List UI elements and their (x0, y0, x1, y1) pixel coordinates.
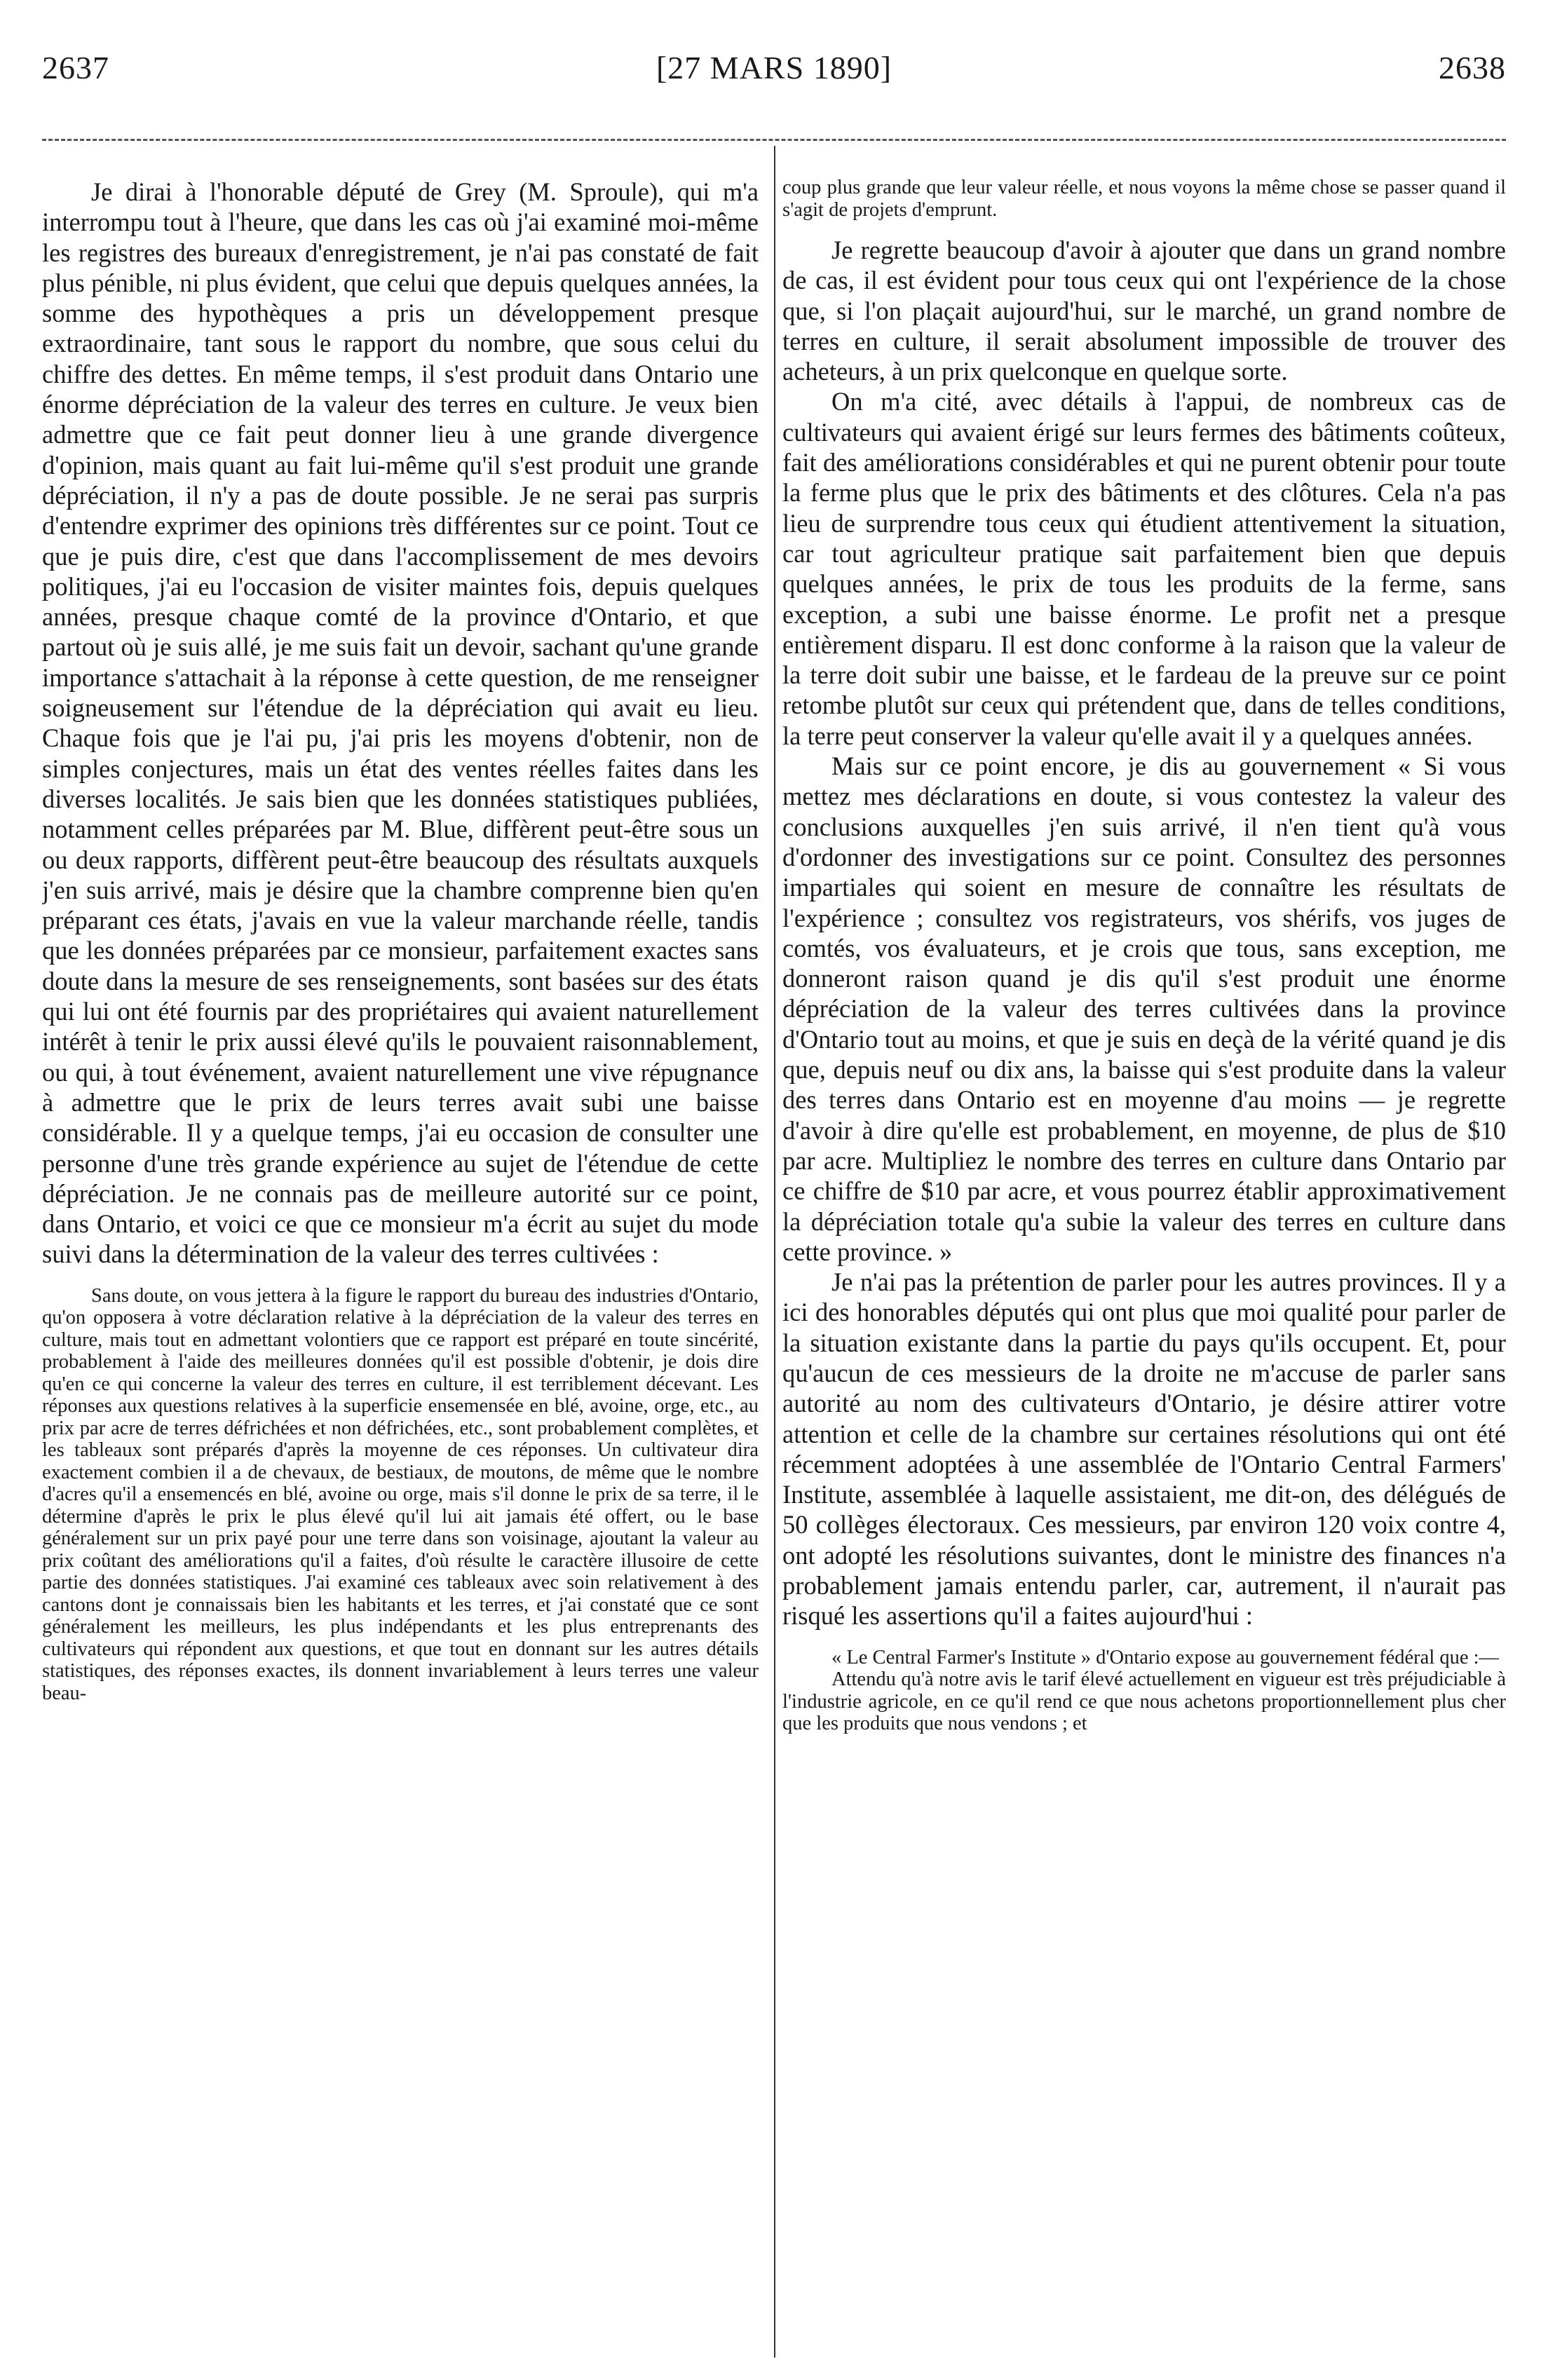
speech-paragraph: On m'a cité, avec détails à l'appui, de nombreux cas de cultivateurs qui avaient érigé sur leurs fermes des bâtiments coûteux, fait des améliorations considérables et qui ne purent obtenir pour toute la ferme plus que le prix des bâtiments et des clôtures. Cela n'a pas lieu de surprendre tous ceux qui étudient attentivement la situation, car tout agriculteur pratique sait parfaitement bien que depuis quelques années, le prix de tous les produits de la ferme, sans exception, a subi une baisse énorme. Le profit net a presque entièrement disparu. Il est donc conforme à la raison que la valeur de la terre doit subir une baisse, et le fardeau de la preuve sur ce point retombe plutôt sur ceux qui prétendent que, dans de telles conditions, la terre peut conserver la valeur qu'elle avait il y a quelques années. (782, 387, 1506, 750)
quoted-letter: Sans doute, on vous jettera à la figure le rapport du bureau des industries d'Ontario, qu'on opposera à votre déclaration relative à la dépréciation de la valeur des terres en culture, mais tout en admettant volontiers que ce rapport est préparé en toute sincérité, probablement à l'aide des meilleures données qu'il est possible d'obtenir, je dois dire qu'en ce qui concerne la valeur des terres en culture, il est terriblement décevant. Les réponses aux questions relatives à la superficie ensemensée en blé, avoine, orge, etc., au prix par acre de terres défrichées et non défrichées, etc., sont probablement complètes, et les tableaux sont préparés d'après la moyenne de ces réponses. Un cultivateur dira exactement combien il a de chevaux, de bestiaux, de moutons, de même que le nombre d'acres qu'il a ensemencés en blé, avoine ou orge, mais s'il donne le prix de sa terre, il le détermine d'après le prix le plus élevé qu'il lui ait jamais été offert, ou le base généralement sur un prix payé pour une terre dans son voisinage, ajoutant la valeur au prix coûtant des améliorations qu'il a faites, d'où résulte le caractère illusoire de cette partie des données statistiques. J'ai examiné ces tableaux avec soin relativement à des cantons dont je connaissais bien les habitants et les terres, et j'ai constaté que ce sont généralement les meilleurs, les plus indépendants et les plus entreprenants des cultivateurs qui répondent aux questions, et que tout en donnant sur les autres détails statistiques, des réponses exactes, ils donnent invariablement à leurs terres une valeur beau- (42, 1284, 759, 1704)
header-rule (42, 139, 1506, 141)
speech-paragraph: Je n'ai pas la prétention de parler pour les autres provinces. Il y a ici des honorables députés qui ont plus que moi qualité pour parler de la situation existante dans la partie du pays qu'ils occupent. Et, pour qu'aucun de ces messieurs de la droite ne m'accuse de parler sans autorité au nom des cultivateurs d'Ontario, je désire attirer votre attention et celle de la chambre sur certaines résolutions qui ont été récemment adoptées à une assemblée de l'Ontario Central Farmers' Institute, assemblée à laquelle assistaient, me dit-on, des délégués de 50 collèges électoraux. Ces messieurs, par environ 120 voix contre 4, ont adopté les résolutions suivantes, dont le ministre des finances n'a probablement jamais entendu parler, car, autrement, il n'aurait pas risqué les assertions qu'il a faites aujourd'hui : (782, 1267, 1506, 1631)
page-number-right: 2638 (1439, 50, 1506, 86)
right-column (782, 177, 1506, 2360)
speech-paragraph: Mais sur ce point encore, je dis au gouvernement « Si vous mettez mes déclarations en doute, si vous contestez la valeur des conclusions auxquelles j'en suis arrivé, il n'en tient qu'à vous d'ordonner des investigations sur ce point. Consultez des personnes impartiales qui soient en mesure de connaître les résultats de l'expérience ; consultez vos registrateurs, vos shérifs, vos juges de comtés, vos évaluateurs, et je crois que tous, sans exception, me donneront raison quand je dis qu'il s'est produit une énorme dépréciation de la valeur des terres cultivées dans la province d'Ontario tout au moins, et que je suis en deçà de la vérité quand je dis que, depuis neuf ou dix ans, la baisse qui s'est produite dans la valeur des terres dans Ontario est en moyenne d'au moins — je regrette d'avoir à dire qu'elle est probablement, en moyenne, de plus de $10 par acre. Multipliez le nombre des terres en culture dans Ontario par ce chiffre de $10 par acre, et vous pourrez établir approximativement la dépréciation totale qu'a subie la valeur des terres en culture dans cette province. » (782, 752, 1506, 1266)
speech-paragraph: Je regrette beaucoup d'avoir à ajouter que dans un grand nombre de cas, il est évident pour tous ceux qui ont l'expérience de la chose que, si l'on plaçait aujourd'hui, sur le marché, un grand nombre de terres en culture, il serait absolument impossible de trouver des acheteurs, à un prix quelconque en quelque sorte. (782, 236, 1506, 386)
resolution-intro: « Le Central Farmer's Institute » d'Ontario expose au gouvernement fédéral que :— (831, 1646, 1500, 1668)
page-header (42, 49, 1506, 98)
quoted-letter-continued: coup plus grande que leur valeur réelle, et nous voyons la même chose se passer quand il s'agit de projets d'emprunt. (782, 177, 1506, 221)
session-date: [27 MARS 1890] (656, 50, 892, 86)
resolution-clause: Attendu qu'à notre avis le tarif élevé actuellement en vigueur est très préjudiciable à l'industrie agricole, en ce qu'il rend ce que nous achetons proportionnellement plus cher que les produits que nous vendons ; et (782, 1668, 1506, 1735)
speech-paragraph: Je dirai à l'honorable député de Grey (M. Sproule), qui m'a interrompu tout à l'heure, que dans les cas où j'ai examiné moi-même les registres des bureaux d'enregistrement, je n'ai pas constaté de fait plus pénible, ni plus évident, que celui que depuis quelques années, la somme des hypothèques a pris un développement presque extraordinaire, tant sous le rapport du nombre, que sous celui du chiffre des dettes. En même temps, il s'est produit dans Ontario une énorme dépréciation de la valeur des terres en culture. Je veux bien admettre que ce fait peut donner lieu à une grande divergence d'opinion, mais quant au fait lui-même qu'il s'est produit une grande dépréciation, il n'y a pas de doute possible. Je ne serai pas surpris d'entendre exprimer des opinions très différentes sur ce point. Tout ce que je puis dire, c'est que dans l'accomplissement de mes devoirs politiques, j'ai eu l'occasion de visiter maintes fois, depuis quelques années, presque chaque comté de la province d'Ontario, et que partout où je suis allé, je me suis fait un devoir, sachant qu'une grande importance s'attachait à la réponse à cette question, de me renseigner soigneusement sur l'étendue de la dépréciation qui avait eu lieu. Chaque fois que je l'ai pu, j'ai pris les moyens d'obtenir, non de simples conjectures, mais un état des ventes réelles faites dans les diverses localités. Je sais bien que les données statistiques publiées, notamment celles préparées par M. Blue, diffèrent peut-être sous un ou deux rapports, diffèrent peut-être beaucoup des résultats auxquels j'en suis arrivé, mais je désire que la chambre comprenne bien qu'en préparant ces états, j'avais en vue la valeur marchande réelle, tandis que les données préparées par ce monsieur, parfaitement exactes sans doute dans la mesure de ses renseignements, sont basées sur des états qui lui ont été fournis par des propriétaires qui avaient naturellement intérêt à tenir le prix aussi élevé qu'ils le pouvaient raisonnablement, ou qui, à tout événement, avaient naturellement une vive répugnance à admettre que le prix de leurs terres avait subi une baisse considérable. Il y a quelque temps, j'ai eu occasion de consulter une personne d'une très grande expérience au sujet de l'étendue de cette dépréciation. Je ne connais pas de meilleure autorité sur ce point, dans Ontario, et voici ce que ce monsieur m'a écrit au sujet du mode suivi dans la détermination de la valeur des terres cultivées : (42, 177, 759, 1269)
page-number-left: 2637 (42, 50, 109, 86)
column-divider (774, 146, 775, 2358)
left-column (42, 177, 759, 2360)
